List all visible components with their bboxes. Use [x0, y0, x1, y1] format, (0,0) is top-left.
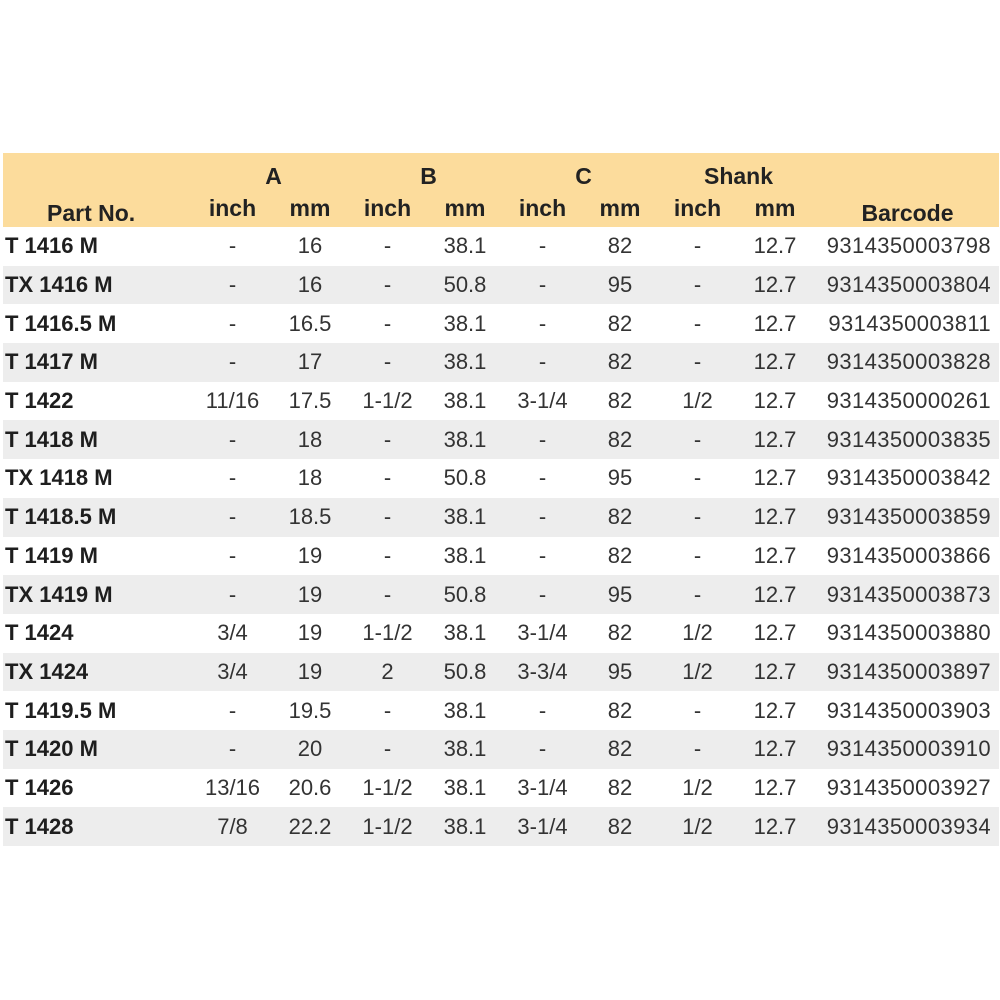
a-mm-cell: 22.2	[269, 807, 351, 846]
a-inch-cell: -	[196, 343, 269, 382]
c-inch-cell: -	[506, 266, 579, 305]
b-mm-cell: 38.1	[443, 542, 487, 568]
c-mm-cell: 82	[579, 498, 661, 537]
table-header	[3, 153, 999, 227]
a-inch-cell: -	[228, 310, 237, 336]
shank-mm-cell: 12.7	[753, 697, 797, 723]
header-c: C	[506, 153, 661, 190]
barcode-cell: 9314350003842	[826, 465, 991, 491]
a-inch-cell: -	[196, 730, 269, 769]
b-mm-cell: 38.1	[443, 310, 487, 336]
shank-mm-cell: 12.7	[753, 620, 797, 646]
c-inch-cell: 3-1/4	[506, 807, 579, 846]
shank-mm-cell: 12.7	[753, 542, 797, 568]
barcode-cell: 9314350003804	[816, 266, 999, 305]
barcode-cell: 9314350003897	[816, 653, 999, 692]
c-mm-cell: 82	[579, 420, 661, 459]
a-mm-cell: 19.5	[288, 697, 332, 723]
b-inch-cell: -	[383, 465, 392, 491]
part-number-cell: T 1416.5 M	[5, 310, 117, 336]
shank-mm-cell: 12.7	[734, 343, 816, 382]
part-number-cell: TX 1419 M	[3, 575, 196, 614]
part-number-cell: T 1418 M	[3, 420, 196, 459]
c-inch-cell: 3-3/4	[506, 653, 579, 692]
table-row	[3, 730, 999, 769]
header-b-mm: mm	[424, 190, 506, 227]
b-inch-cell: -	[383, 233, 392, 259]
a-mm-cell: 16	[269, 266, 351, 305]
part-number-cell: TX 1424	[3, 653, 196, 692]
table-row	[3, 691, 999, 730]
a-mm-cell: 16	[297, 233, 323, 259]
b-inch-cell: -	[351, 730, 424, 769]
b-mm-cell: 50.8	[424, 653, 506, 692]
shank-mm-cell: 12.7	[734, 653, 816, 692]
c-inch-cell: -	[538, 233, 547, 259]
shank-mm-cell: 12.7	[734, 730, 816, 769]
c-inch-cell: -	[538, 542, 547, 568]
part-number-cell: T 1419.5 M	[5, 697, 117, 723]
header-a: A	[196, 153, 351, 190]
barcode-cell: 9314350003903	[826, 697, 991, 723]
barcode-cell: 9314350003811	[828, 310, 991, 336]
shank-inch-cell: -	[693, 465, 702, 491]
part-number-cell: T 1426	[5, 774, 74, 800]
table-row	[3, 343, 999, 382]
shank-mm-cell: 12.7	[734, 420, 816, 459]
shank-inch-cell: -	[661, 343, 734, 382]
b-mm-cell: 38.1	[424, 420, 506, 459]
b-mm-cell: 50.8	[424, 266, 506, 305]
b-inch-cell: 1-1/2	[351, 807, 424, 846]
shank-inch-cell: 1/2	[682, 774, 713, 800]
barcode-cell: 9314350003798	[826, 233, 991, 259]
shank-mm-cell: 12.7	[753, 310, 797, 336]
b-mm-cell: 38.1	[443, 233, 487, 259]
shank-inch-cell: 1/2	[682, 388, 713, 414]
table-row	[3, 653, 999, 692]
part-number-cell: T 1420 M	[3, 730, 196, 769]
barcode-cell: 9314350003927	[826, 774, 991, 800]
a-mm-cell: 16.5	[288, 310, 332, 336]
c-inch-cell: -	[506, 420, 579, 459]
c-inch-cell: -	[506, 498, 579, 537]
a-mm-cell: 18.5	[269, 498, 351, 537]
a-inch-cell: -	[196, 498, 269, 537]
a-inch-cell: 3/4	[217, 620, 248, 646]
a-inch-cell: 11/16	[205, 388, 260, 414]
header-a-mm: mm	[269, 190, 351, 227]
b-mm-cell: 38.1	[424, 498, 506, 537]
c-inch-cell: -	[538, 697, 547, 723]
barcode-cell: 9314350003880	[826, 620, 991, 646]
shank-mm-cell: 12.7	[734, 807, 816, 846]
shank-inch-cell: 1/2	[682, 620, 713, 646]
table-body	[3, 227, 999, 846]
c-inch-cell: -	[506, 575, 579, 614]
c-mm-cell: 82	[607, 233, 633, 259]
table-row	[3, 537, 999, 576]
shank-mm-cell: 12.7	[734, 266, 816, 305]
header-a-inch: inch	[196, 190, 269, 227]
barcode-cell: 9314350003866	[826, 542, 991, 568]
a-mm-cell: 17	[269, 343, 351, 382]
c-mm-cell: 82	[607, 774, 633, 800]
table-row	[3, 575, 999, 614]
b-inch-cell: 1-1/2	[362, 388, 413, 414]
c-mm-cell: 82	[607, 697, 633, 723]
table-row	[3, 459, 999, 498]
b-mm-cell: 38.1	[424, 730, 506, 769]
table-row	[3, 498, 999, 537]
shank-mm-cell: 12.7	[753, 233, 797, 259]
table-row	[3, 769, 999, 808]
b-inch-cell: -	[383, 697, 392, 723]
a-inch-cell: 13/16	[204, 774, 261, 800]
table-row	[3, 807, 999, 846]
c-mm-cell: 82	[607, 542, 633, 568]
header-part-no: Part No.	[3, 153, 196, 227]
header-shank-mm: mm	[734, 190, 816, 227]
a-inch-cell: 3/4	[196, 653, 269, 692]
c-inch-cell: -	[506, 730, 579, 769]
shank-inch-cell: -	[693, 697, 702, 723]
shank-inch-cell: 1/2	[661, 807, 734, 846]
header-c-mm: mm	[579, 190, 661, 227]
c-inch-cell: 3-1/4	[517, 620, 568, 646]
shank-inch-cell: -	[661, 575, 734, 614]
shank-inch-cell: -	[693, 542, 702, 568]
header-barcode: Barcode	[816, 153, 999, 227]
b-inch-cell: -	[351, 343, 424, 382]
shank-inch-cell: -	[661, 498, 734, 537]
b-mm-cell: 38.1	[443, 774, 487, 800]
b-inch-cell: -	[351, 498, 424, 537]
shank-mm-cell: 12.7	[753, 774, 797, 800]
c-mm-cell: 95	[607, 465, 633, 491]
spec-table	[3, 153, 999, 846]
barcode-cell: 9314350003859	[816, 498, 999, 537]
shank-mm-cell: 12.7	[734, 575, 816, 614]
c-inch-cell: -	[538, 465, 547, 491]
b-inch-cell: -	[351, 575, 424, 614]
a-mm-cell: 18	[269, 420, 351, 459]
header-b: B	[351, 153, 506, 190]
a-inch-cell: -	[196, 266, 269, 305]
part-number-cell: T 1416 M	[5, 233, 98, 259]
barcode-cell: 9314350003835	[816, 420, 999, 459]
a-inch-cell: -	[228, 542, 237, 568]
part-number-cell: TX 1416 M	[3, 266, 196, 305]
header-shank: Shank	[661, 153, 816, 190]
c-inch-cell: 3-1/4	[517, 774, 568, 800]
c-mm-cell: 95	[579, 575, 661, 614]
b-mm-cell: 38.1	[424, 343, 506, 382]
c-mm-cell: 95	[579, 653, 661, 692]
c-inch-cell: -	[506, 343, 579, 382]
a-inch-cell: 7/8	[196, 807, 269, 846]
a-inch-cell: -	[228, 233, 237, 259]
c-mm-cell: 82	[579, 730, 661, 769]
a-mm-cell: 19	[297, 620, 323, 646]
b-inch-cell: -	[383, 542, 392, 568]
shank-mm-cell: 12.7	[753, 465, 797, 491]
shank-inch-cell: 1/2	[661, 653, 734, 692]
part-number-cell: T 1419 M	[5, 542, 98, 568]
header-c-inch: inch	[506, 190, 579, 227]
a-inch-cell: -	[196, 575, 269, 614]
barcode-cell: 9314350003873	[816, 575, 999, 614]
b-inch-cell: -	[351, 420, 424, 459]
c-inch-cell: 3-1/4	[517, 388, 568, 414]
table-row	[3, 304, 999, 343]
a-inch-cell: -	[228, 697, 237, 723]
shank-inch-cell: -	[661, 730, 734, 769]
a-inch-cell: -	[196, 420, 269, 459]
part-number-cell: T 1424	[5, 620, 74, 646]
a-mm-cell: 19	[297, 542, 323, 568]
b-mm-cell: 38.1	[443, 697, 487, 723]
c-mm-cell: 95	[579, 266, 661, 305]
b-inch-cell: 1-1/2	[362, 620, 413, 646]
shank-inch-cell: -	[693, 233, 702, 259]
c-mm-cell: 82	[607, 310, 633, 336]
b-mm-cell: 50.8	[424, 575, 506, 614]
part-number-cell: T 1418.5 M	[3, 498, 196, 537]
shank-mm-cell: 12.7	[753, 388, 797, 414]
shank-mm-cell: 12.7	[734, 498, 816, 537]
barcode-cell: 9314350003910	[816, 730, 999, 769]
shank-inch-cell: -	[693, 310, 702, 336]
header-b-inch: inch	[351, 190, 424, 227]
b-inch-cell: -	[351, 266, 424, 305]
a-mm-cell: 20.6	[288, 774, 332, 800]
a-mm-cell: 17.5	[288, 388, 332, 414]
table-row	[3, 614, 999, 653]
a-inch-cell: -	[228, 465, 237, 491]
c-mm-cell: 82	[579, 807, 661, 846]
c-mm-cell: 82	[579, 343, 661, 382]
b-mm-cell: 38.1	[424, 807, 506, 846]
part-number-cell: T 1428	[3, 807, 196, 846]
table-row	[3, 382, 999, 421]
header-shank-inch: inch	[661, 190, 734, 227]
b-inch-cell: -	[383, 310, 392, 336]
b-inch-cell: 1-1/2	[362, 774, 413, 800]
c-inch-cell: -	[538, 310, 547, 336]
b-mm-cell: 38.1	[443, 620, 487, 646]
table-row	[3, 227, 999, 266]
part-number-cell: T 1417 M	[3, 343, 196, 382]
header-group-row	[3, 153, 999, 190]
part-number-cell: T 1422	[5, 388, 74, 414]
shank-inch-cell: -	[661, 266, 734, 305]
table-row	[3, 420, 999, 459]
barcode-cell: 9314350000261	[826, 388, 991, 414]
a-mm-cell: 20	[269, 730, 351, 769]
barcode-cell: 9314350003934	[816, 807, 999, 846]
a-mm-cell: 19	[269, 653, 351, 692]
shank-inch-cell: -	[661, 420, 734, 459]
a-mm-cell: 19	[269, 575, 351, 614]
b-inch-cell: 2	[351, 653, 424, 692]
barcode-cell: 9314350003828	[816, 343, 999, 382]
b-mm-cell: 38.1	[443, 388, 487, 414]
table-row	[3, 266, 999, 305]
c-mm-cell: 82	[607, 388, 633, 414]
c-mm-cell: 82	[607, 620, 633, 646]
part-number-cell: TX 1418 M	[5, 465, 113, 491]
a-mm-cell: 18	[297, 465, 323, 491]
b-mm-cell: 50.8	[443, 465, 487, 491]
